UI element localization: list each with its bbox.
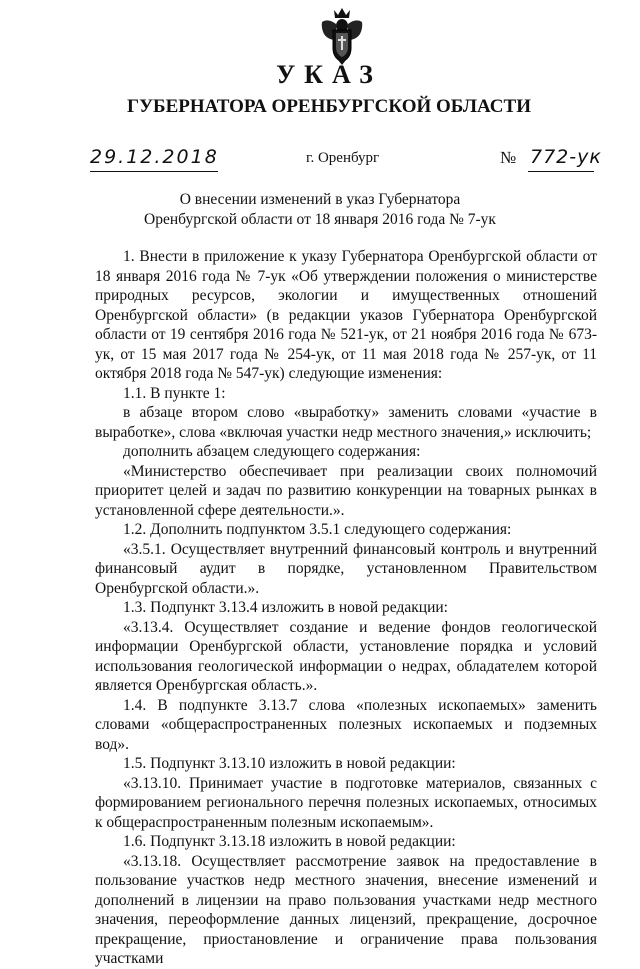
paragraph: «3.13.4. Осуществляет создание и ведение фондов геологической информации Оренбургской области, установление порядка и условий использования геологической информации о недрах, обладателем которой является Оренбургская область.».	[95, 618, 597, 694]
number-sign: №	[500, 148, 517, 167]
paragraph: «Министерство обеспечивает при реализации своих полномочий приоритет целей и задач по развитию конкуренции на товарных рынках в установленной сфере деятельности.».	[95, 462, 597, 519]
paragraph: 1.3. Подпункт 3.13.4 изложить в новой редакции:	[123, 599, 448, 616]
paragraph: в абзаце втором слово «выработку» заменить словами «участие в выработке», слова «включая участки недр местного значения,» исключить;	[95, 404, 597, 441]
paragraph: дополнить абзацем следующего содержания:	[123, 443, 421, 460]
paragraph: «3.13.10. Принимает участие в подготовке материалов, связанных с формированием регионального перечня полезных ископаемых, относимых к общераспространенным полезным ископаемым».	[95, 774, 597, 831]
document-issuer: ГУБЕРНАТОРА ОРЕНБУРГСКОЙ ОБЛАСТИ	[127, 96, 531, 117]
paragraph: 1. Внести в приложение к указу Губернатора Оренбургской области от 18 января 2016 года № 7-ук «Об утверждении положения о министерстве природных ресурсов, экологии и имущественных отношений Оренбургской области» (в редакции указов Губернатора Оренбургской области от 19 сентября 2016 года № 521-ук, от 21 ноября 2016 года № 673-ук, от 15 мая 2017 года № 254-ук, от 11 мая 2018 года № 257-ук, от 11 октября 2018 года № 547-ук) следующие изменения:	[95, 248, 597, 382]
paragraph: «3.5.1. Осуществляет внутренний финансовый контроль и внутренний финансовый аудит в порядке, установленном Правительством Оренбургской области.».	[95, 540, 597, 597]
document-meta	[0, 146, 640, 176]
date-underline	[90, 171, 218, 172]
document-body	[95, 247, 597, 969]
paragraph: 1.5. Подпункт 3.13.10 изложить в новой редакции:	[123, 755, 456, 772]
subject-line-1: О внесении изменений в указ Губернатора	[179, 191, 461, 208]
paragraph: 1.1. В пункте 1:	[123, 384, 226, 402]
paragraph: «3.13.18. Осуществляет рассмотрение заявок на предоставление в пользование участков недр местного значения, внесение изменений и дополнений в лицензии на право пользования участками недр местного значения, переоформление данных лицензий, прекращение, досрочное прекращение, приостановление и ограничение права пользования участками	[95, 852, 597, 967]
document-subject	[0, 190, 640, 230]
paragraph: 1.6. Подпункт 3.13.18 изложить в новой редакции:	[123, 833, 456, 850]
subject-line-2: Оренбургской области от 18 января 2016 года № 7-ук	[144, 211, 496, 228]
paragraph: 1.4. В подпункте 3.13.7 слова «полезных ископаемых» заменить словами «общераспространенных полезных ископаемых и подземных вод».	[95, 696, 597, 753]
number-underline	[528, 171, 594, 172]
document-city: г. Оренбург	[306, 150, 380, 166]
document-number: 772-ук	[530, 146, 602, 168]
document-title: УКАЗ	[276, 60, 382, 89]
paragraph: 1.2. Дополнить подпунктом 3.5.1 следующего содержания:	[123, 521, 512, 538]
coat-of-arms-icon	[318, 6, 366, 66]
document-date: 29.12.2018	[90, 146, 219, 168]
